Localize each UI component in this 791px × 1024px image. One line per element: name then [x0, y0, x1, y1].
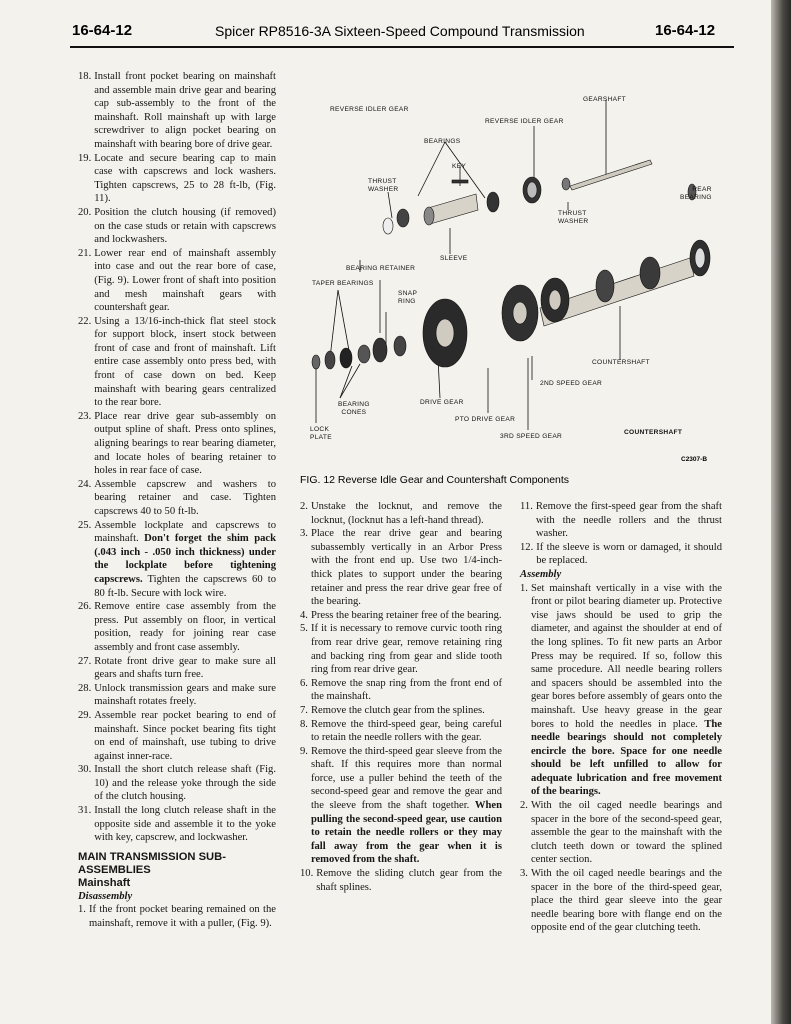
list-item: 25. Assemble lockplate and capscrews to mainshaft. Don't forget the shim pack (.043 inch - .050 inch thickness) under the lockplate before tightening capscrews. Tighten the capscrews 60 to 80 ft-lb. Secure with lock wire. [78, 519, 276, 599]
label-lock-plate: LOCK PLATE [310, 426, 332, 441]
label-countershaft: COUNTERSHAFT [592, 359, 650, 366]
page-number-right: 16-64-12 [655, 22, 716, 39]
list-item: 27. Rotate front drive gear to make sure all gears and shafts turn free. [78, 655, 276, 681]
list-item: 2. Unstake the locknut, and remove the locknut, (locknut has a left-hand thread). [300, 501, 502, 526]
list-item: 30. Install the short clutch release shaft (Fig. 10) and the release yoke through the side of the clutch housing. [78, 764, 276, 803]
label-third-speed-gear: 3RD SPEED GEAR [500, 433, 563, 440]
text-column-left [78, 70, 276, 931]
list-item: 7. Remove the clutch gear from the splines. [300, 704, 485, 716]
list-item: 21. Lower rear end of mainshaft assembly into case and out the rear bore of case, (Fig. 9). Lower front of shaft into position and mesh mainshaft gears with countershaft gear. [78, 247, 276, 314]
header-rule [70, 46, 734, 48]
list-item: 9. Remove the third-speed gear sleeve from the shaft. If this requires more than normal force, use a puller behind the teeth of the second-speed gear and remove the gear and the sleeve from the shaft together. When pulling the second-speed gear, use caution to retain the needle rollers or they may fall away from the gear when it is removed from the shaft. [300, 745, 502, 866]
label-key: KEY [452, 163, 467, 170]
exploded-diagram [300, 68, 730, 468]
label-reverse-idler-gear: REVERSE IDLER GEAR [330, 106, 409, 113]
list-item: 31. Install the long clutch release shaft in the opposite side and assemble it to the yoke with key, capscrew, and lockwasher. [78, 805, 276, 844]
label-bearing-retainer: BEARING RETAINER [346, 265, 416, 272]
list-item: 20. Position the clutch housing (if removed) on the case studs or retain with capscrews and lockwashers. [78, 206, 276, 246]
list-item: 19. Locate and secure bearing cap to main case with capscrews and lock washers. Tighten capscrews, 25 to 28 ft-lb, (Fig. 11). [78, 152, 276, 205]
label-second-speed-gear: 2ND SPEED GEAR [540, 380, 603, 387]
figure-id: C2307-B [681, 456, 708, 463]
page-header [0, 22, 771, 48]
label-pto-drive-gear: PTO DRIVE GEAR [455, 416, 516, 423]
text-column-middle [300, 500, 502, 894]
list-item: 12. If the sleeve is worn or damaged, it should be replaced. [520, 541, 722, 567]
label-thrust-washer-left: THRUST WASHER [368, 178, 399, 193]
list-item: 6. Remove the snap ring from the front end of the mainshaft. [300, 677, 502, 703]
list-item: 1. Set mainshaft vertically in a vise with the front or pilot bearing diameter up. Protective vise jaws should be used to grip the diameter, and against the shoulder at end of the long splines. To fit new parts an Arbor Press may be required. If so, follow this same procedure. All needle bearing rollers and spacers should be assembled into the gear bores before assembly of gears onto the mainshaft. Use heavy grease in the gear bores to hold the needles in place. The needle bearings should not completely encircle the bore. Space for one needle should be left unfilled to allow for adequate lubrication and free movement of the bearings. [520, 582, 722, 798]
list-item: 10. Remove the sliding clutch gear from the shaft splines. [300, 868, 502, 893]
list-item: 26. Remove entire case assembly from the press. Put assembly on floor, in vertical position, ready for joining rear case assembly and front case assembly. [78, 601, 276, 653]
list-item: 24. Assemble capscrew and washers to bearing retainer and case. Tighten capscrews 40 to 50 ft-lb. [78, 478, 276, 517]
label-thrust-washer-right: THRUST WASHER [558, 210, 589, 225]
list-item: 4. Press the bearing retainer free of the bearing. [300, 609, 502, 621]
list-item: 28. Unlock transmission gears and make sure mainshaft rotates freely. [78, 682, 276, 708]
label-gearshaft: GEARSHAFT [583, 96, 626, 103]
text-column-right [520, 500, 722, 935]
book-spine-shadow [771, 0, 791, 1024]
label-bearings: BEARINGS [424, 138, 461, 145]
label-rear-bearing: REAR BEARING [680, 186, 712, 201]
page-number-left: 16-64-12 [72, 22, 133, 39]
list-item: 22. Using a 13/16-inch-thick flat steel stock for support block, insert stock between front of case and front of mainshaft. Lift entire case assembly onto press bed, with front of case down on bed. Keep mainshaft with bearing gears centralized to the rear bore. [78, 315, 276, 409]
label-snap-ring: SNAP RING [398, 290, 418, 305]
subsubsection-heading: Assembly [520, 568, 562, 580]
label-countershaft-title: COUNTERSHAFT [624, 429, 683, 436]
label-sleeve: SLEEVE [440, 255, 468, 262]
subsubsection-heading: Disassembly [78, 890, 133, 902]
list-item: 29. Assemble rear pocket bearing to end of mainshaft. Since pocket bearing fits tight on end of mainshaft, use tubing to drive against inner-race. [78, 709, 276, 762]
page-title: Spicer RP8516-3A Sixteen-Speed Compound Transmission [215, 23, 585, 39]
figure-caption: FIG. 12 Reverse Idle Gear and Countershaft Components [300, 474, 570, 486]
section-heading: MAIN TRANSMISSION SUB-ASSEMBLIES [78, 850, 226, 876]
list-item: 2. With the oil caged needle bearings and spacer in the bore of the second-speed gear, assemble the gear to the mainshaft with the clutch teeth down or toward the splined center section. [520, 800, 722, 866]
list-item: 3. With the oil caged needle bearings and the spacer in the bore of the third-speed gear, place the third gear sleeve into the gear needle bearing bore with flange end on the opposite end of the gear clutching teeth. [520, 868, 722, 934]
list-item: 11. Remove the first-speed gear from the shaft with the needle rollers and the thrust washer. [520, 501, 722, 540]
list-item: 23. Place rear drive gear sub-assembly on output spline of shaft. Press onto splines, aligning bearings to rear bearing diameter, and locate holes of bearing retainer to holes in rear face of case. [78, 410, 276, 477]
subsection-heading: Mainshaft [78, 876, 131, 889]
label-bearing-cones: BEARING CONES [338, 401, 370, 416]
label-reverse-idler-gear-2: REVERSE IDLER GEAR [485, 118, 564, 125]
list-item: 5. If it is necessary to remove curvic tooth ring from rear drive gear, remove retaining ring and backing ring from gear and slide tooth ring from rear drive gear. [300, 623, 502, 676]
list-item: 1. If the front pocket bearing remained on the mainshaft, remove it with a puller, (Fig. 9). [78, 904, 276, 930]
list-item: 18. Install front pocket bearing on mainshaft and assemble main drive gear and bearing cap sub-assembly to the front of the mainshaft. Roll mainshaft up with large screwdriver to align pocket bearing on mainshaft with bearing bore of drive gear. [78, 71, 276, 150]
label-taper-bearings: TAPER BEARINGS [312, 280, 374, 287]
label-drive-gear: DRIVE GEAR [420, 399, 464, 406]
list-item: 3. Place the rear drive gear and bearing subassembly vertically in an Arbor Press with the front end up. Use two 1/4-inch-thick plates to support under the bearing retainer and press the rear drive gear free of the bearing. [300, 528, 502, 608]
list-item: 8. Remove the third-speed gear, being careful to retain the needle rollers with the gear. [300, 718, 502, 744]
